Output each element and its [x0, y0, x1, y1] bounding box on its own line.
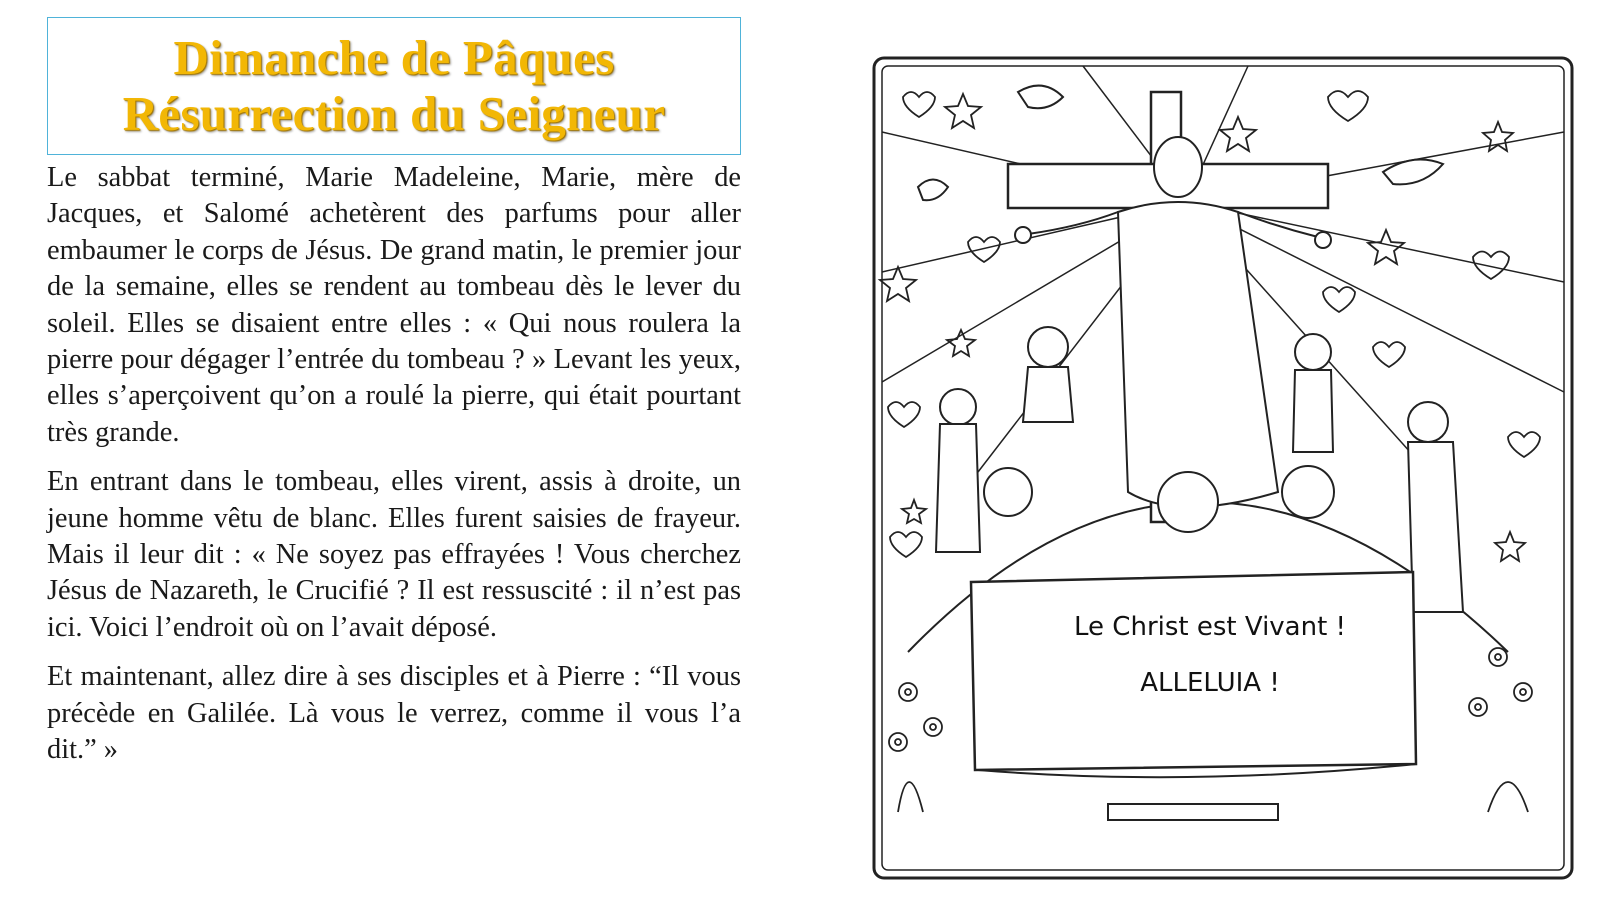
paragraph-2: En entrant dans le tombeau, elles virent, assis à droite, un jeune homme vêtu de blanc. Elles furent saisies de frayeur. Mais il leur dit : « Ne soyez pas effrayées ! Vous cherchez Jésus de Nazareth, le Crucifié ? Il est ressuscité : il n’est pas ici. Voici l’endroit où on l’avait déposé. [47, 466, 741, 643]
banner-line-2: ALLELUIA ! [1140, 668, 1280, 698]
paragraph-3: Et maintenant, allez dire à ses disciples et à Pierre : “Il vous précède en Galilée. Là vous le verrez, comme il vous l’a dit.” » [47, 661, 741, 766]
gospel-text [47, 160, 741, 782]
title-line-2: Résurrection du Seigneur [122, 86, 666, 141]
title-box [47, 17, 741, 155]
title-line-1: Dimanche de Pâques [173, 30, 615, 85]
paragraph-1: Le sabbat terminé, Marie Madeleine, Marie, mère de Jacques, et Salomé achetèrent des parfums pour aller embaumer le corps de Jésus. De grand matin, le premier jour de la semaine, elles se rendent au tombeau dès le lever du soleil. Elles se disaient entre elles : « Qui nous roulera la pierre pour dégager l’entrée du tombeau ? » Levant les yeux, elles s’aperçoivent qu’on a roulé la pierre, qui était pourtant très grande. [47, 162, 741, 448]
banner-line-1: Le Christ est Vivant ! [1074, 612, 1346, 642]
coloring-illustration [868, 52, 1580, 884]
